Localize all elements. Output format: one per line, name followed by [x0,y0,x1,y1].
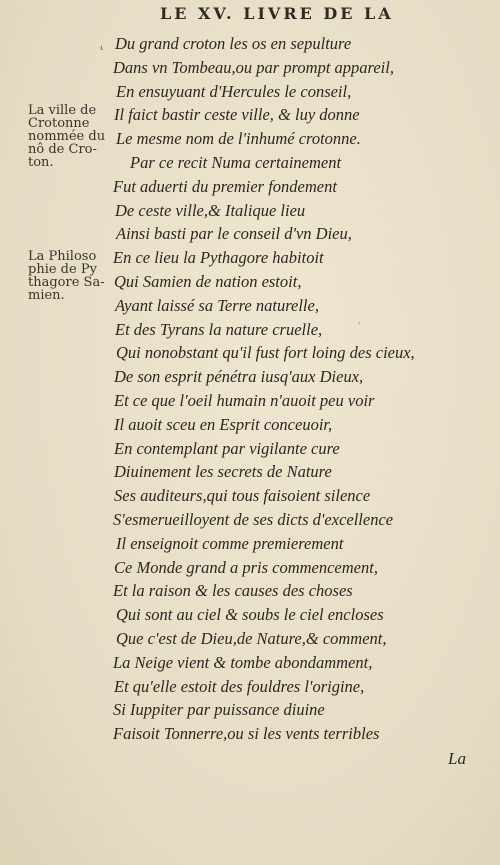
verse-line: Qui Samien de nation estoit, [114,272,302,291]
verse-line: De ceste ville,& Italique lieu [115,201,306,220]
sidenote-line: nô de Cro- [28,142,97,157]
verse-line: Diuinement les secrets de Nature [114,462,332,481]
verse-line: Faisoit Tonnerre,ou si les vents terribles [113,724,380,743]
sidenote-line: La ville de [28,103,97,118]
verse-line: Il faict bastir ceste ville, & luy donne [114,105,360,124]
verse-line: En contemplant par vigilante cure [114,439,340,458]
verse-line: Si Iuppiter par puissance diuine [113,700,325,719]
sidenote-line: thagore Sa- [28,275,105,290]
verse-line: Et la raison & les causes des choses [113,581,353,600]
sidenote-line: nommée du [28,129,106,144]
sidenote-pythagore [28,250,105,302]
verse-line: Ses auditeurs,qui tous faisoient silence [114,486,371,505]
verse-line: Et ce que l'oeil humain n'auoit peu voir [114,391,375,410]
verse-line: S'esmerueilloyent de ses dicts d'excellence [113,510,394,529]
verse-line: Il enseignoit comme premierement [116,534,344,553]
verse-line: En ensuyuant d'Hercules le conseil, [116,82,352,101]
verse-line: Ayant laissé sa Terre naturelle, [115,296,319,315]
sidenote-line: ton. [28,155,54,170]
verse-line: Par ce recit Numa certainement [130,153,342,172]
verse-line: Que c'est de Dieu,de Nature,& comment, [116,629,387,648]
verse-line: Du grand croton les os en sepulture [115,34,352,53]
verse-line: Qui sont au ciel & soubs le ciel encloses [116,605,384,624]
verse-line: Et des Tyrans la nature cruelle, [115,320,323,339]
verse-line: Ainsi basti par le conseil d'vn Dieu, [116,224,352,243]
verse-line: Ce Monde grand a pris commencement, [114,558,378,577]
margin-mark: ⸤ [100,40,104,51]
catchword: La [448,749,466,768]
verse-line: Et qu'elle estoit des fouldres l'origine, [114,677,365,696]
verse-line: Fut aduerti du premier fondement [113,177,337,196]
verse-line: La Neige vient & tombe abondamment, [113,653,373,672]
verse-line: Dans vn Tombeau,ou par prompt appareil, [113,58,394,77]
verse-line: Qui nonobstant qu'il fust fort loing des cieux, [116,343,415,362]
verse-line: Le mesme nom de l'inhumé crotonne. [116,129,361,148]
verse-line: Il auoit sceu en Esprit conceuoir, [114,415,333,434]
sidenote-line: phie de Py [28,262,97,277]
sidenote-line: Crotonne [28,116,90,131]
sidenote-crotonne [28,104,105,169]
verse-line: En ce lieu la Pythagore habitoit [113,248,324,267]
verse-line: De son esprit pénétra iusq'aux Dieux, [114,367,364,386]
margin-mark: ′ [358,322,361,333]
sidenote-line: La Philoso [28,249,97,264]
sidenote-line: mien. [28,288,65,303]
running-head: LE XV. LIVRE DE LA [160,4,394,23]
